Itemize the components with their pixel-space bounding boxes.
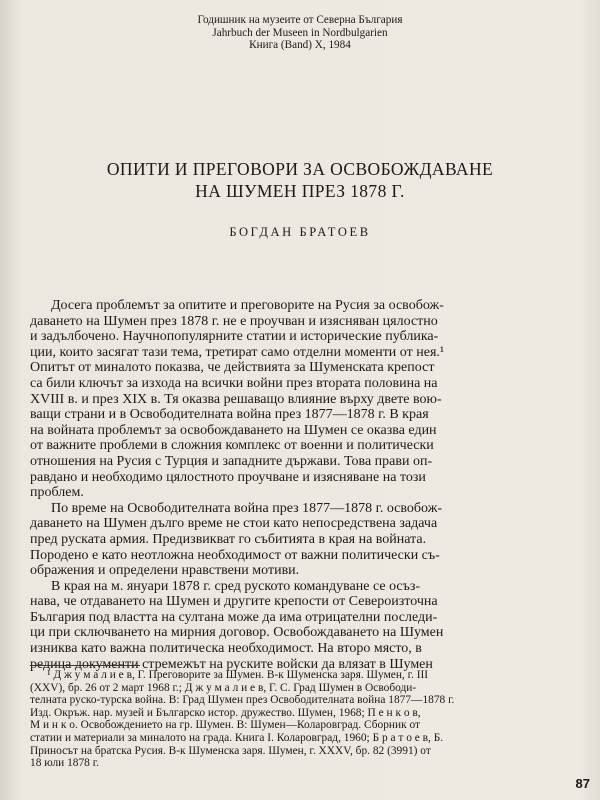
body-line: ващи страни и в Освободителната война през 1877—1878 г. В края <box>30 407 429 423</box>
body-line: Досега проблемът за опитите и преговорите на Русия за освобож- <box>30 298 444 313</box>
article-body <box>30 298 568 672</box>
body-line: изниква като важна политическа необходимост. На второ място, в <box>30 641 422 657</box>
article-title-line-1: ОПИТИ И ПРЕГОВОРИ ЗА ОСВОБОЖДАВАНЕ <box>106 159 494 179</box>
footnote <box>30 669 568 770</box>
footnote-line: Приносът на братска Русия. В-к Шуменска заря. Шумен, г. XXXV, бр. 82 (3991) от <box>30 744 431 757</box>
body-line: нава, че отдаването на Шумен и другите крепости от Североизточна <box>30 594 438 610</box>
footnote-line: Изд. Окръж. нар. музей и Българско истор. дружество. Шумен, 1968; П е н к о в, <box>30 706 421 719</box>
body-line: ции, които засягат тази тема, третират само отделни моменти от нея.¹ <box>30 344 445 360</box>
body-line: редица документи стремежът на руските войски да влязат в Шумен <box>30 656 433 672</box>
body-line: са били ключът за изхода на всички войни през втората половина на <box>30 375 438 391</box>
journal-volume: Книга (Band) X, 1984 <box>249 39 351 51</box>
body-line: XVIII в. и през XIX в. Тя оказва решаващо влияние върху двете вою- <box>30 391 442 407</box>
body-line: По време на Освободителната война през 1877—1878 г. освобож- <box>30 500 443 516</box>
body-line: от важните проблеми в сложния комплекс от военни и политически <box>30 438 434 454</box>
footnote-line: 18 юли 1878 г. <box>30 757 99 770</box>
page-number: 87 <box>575 776 590 791</box>
body-line: пред руската армия. Предизвикват го събитията в края на войната. <box>30 531 427 547</box>
footnote-line: телната руско-турска война. В: Град Шумен през Освободителната война 1877—1878 г. <box>30 694 455 707</box>
body-line: и задълбочено. Научнопопулярните статии и исторические публика- <box>30 329 439 345</box>
footnote-line: статии и материали за миналото на града. Книга I. Коларовград, 1960; Б р а т о е в, Б. <box>30 731 444 744</box>
body-line: Породено е като неотложна необходимост от важни политически съ- <box>30 547 440 563</box>
journal-header-bg: Годишник на музеите от Северна България <box>197 14 403 26</box>
body-line: даването на Шумен дълго време не стои като непосредствена задача <box>30 516 438 532</box>
article-title-line-2: НА ШУМЕН ПРЕЗ 1878 Г. <box>195 181 405 201</box>
footnote-line: ¹ Д ж у м а л и е в, Г. Преговорите за Шумен. В-к Шуменска заря. Шумен, г. III <box>30 669 429 681</box>
journal-header <box>0 14 600 52</box>
body-line: на войната проблемът за освобождаването на Шумен се оказва един <box>30 422 437 438</box>
footnote-line: (XXV), бр. 26 от 2 март 1968 г.; Д ж у м а л и е в, Г. С. Град Шумен в Освободи- <box>30 681 417 694</box>
body-line: България под властта на султана може да има отрицателни последи- <box>30 609 438 625</box>
body-line: даването на Шумен през 1878 г. не е проучван и изясняван цялостно <box>30 313 438 329</box>
body-line: проблем. <box>30 485 84 501</box>
body-line: отношения на Русия с Турция и западните държави. Това прави оп- <box>30 453 433 469</box>
body-line: ображения и определени нравствени мотиви. <box>30 563 300 579</box>
footnote-line: М и н к о. Освобождението на гр. Шумен. В: Шумен—Коларовград. Сборник от <box>30 719 421 732</box>
body-line: В края на м. януари 1878 г. сред руското командуване се осъз- <box>30 578 421 594</box>
footnote-rule <box>30 665 140 666</box>
article-title <box>0 158 600 202</box>
body-line: ци при сключването на мирния договор. Освобождаването на Шумен <box>30 625 444 641</box>
body-line: Опитът от миналото показва, че действията за Шуменската крепост <box>30 360 435 376</box>
journal-header-de: Jahrbuch der Museen in Nordbulgarien <box>212 26 388 39</box>
article-author: БОГДАН БРАТОЕВ <box>229 225 371 239</box>
body-line: равдано и необходимо цялостното проучване и изясняване на този <box>30 469 426 485</box>
